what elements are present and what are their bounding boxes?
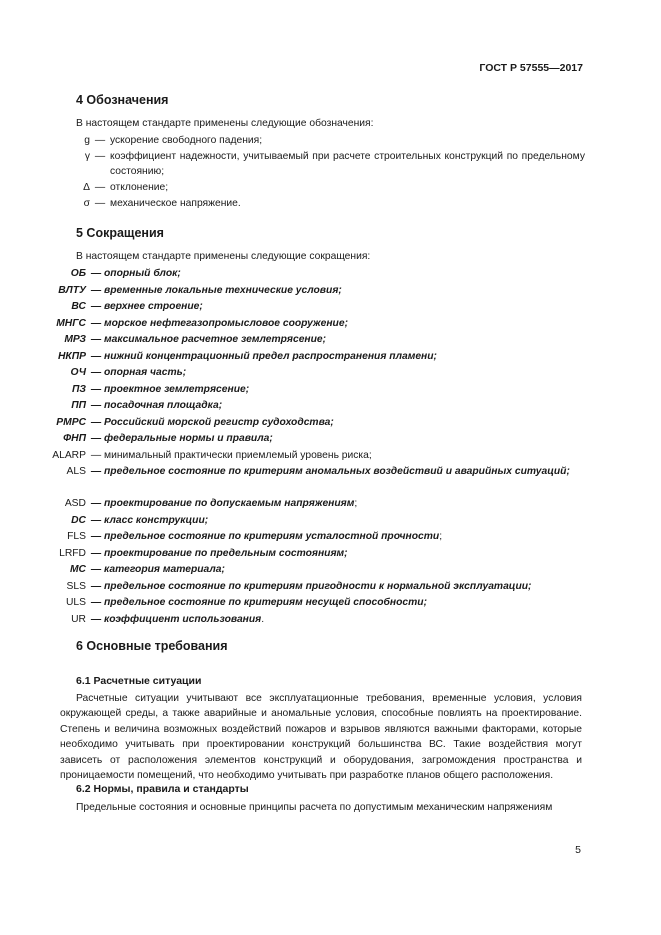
abbreviation-meaning: коэффициент использования. bbox=[104, 613, 265, 625]
abbreviation-meaning: максимальное расчетное землетрясение; bbox=[104, 334, 327, 345]
abbreviation-item: ASD — проектирование по допускаемым напряжениям; bbox=[0, 496, 590, 511]
abbreviation-item: ПЗ — проектное землетрясение; bbox=[0, 382, 590, 397]
section-5-title: 5 Сокращения bbox=[76, 226, 164, 240]
abbreviation-meaning: морское нефтегазопромысловое сооружение; bbox=[104, 317, 349, 329]
subsection-6-1-text: Расчетные ситуации учитывают все эксплуатационные требования, временные условия, условия окружающей среды, а также аварийные и аномальные условия, способные повлиять на проектирование. Степень и величина возможных воздействий пожаров и взрывов являются важными факторами, которые необходимо учитывать при проектировании конструкций большинства ВС. Такие воздействия могут зависеть от расположения элементов конструкций и оборудования, загромождения пространства и проницаемости помещений, что необходимо учитывать при разработке планов общего расположения. bbox=[60, 693, 582, 782]
abbreviation: ULS bbox=[65, 597, 86, 608]
abbreviation-item: РМРС — Российский морской регистр судоходства; bbox=[0, 415, 590, 430]
abbreviation-meaning: предельное состояние по критериям несущей способности; bbox=[104, 597, 428, 608]
abbreviation-item: ВЛТУ — временные локальные технические условия; bbox=[0, 283, 590, 298]
abbreviation: SLS bbox=[66, 580, 86, 592]
abbreviation-item: LRFD — проектирование по предельным состояниям; bbox=[0, 546, 590, 561]
symbol-item: γ — коэффициент надежности, учитываемый при расчете строительных конструкций по предельному состоянию; bbox=[60, 149, 585, 179]
abbreviation-item: МРЗ — максимальное расчетное землетрясение; bbox=[0, 332, 590, 347]
section-4-title: 4 Обозначения bbox=[76, 93, 169, 107]
subsection-6-1-title: 6.1 Расчетные ситуации bbox=[76, 675, 202, 687]
abbreviation-meaning: проектное землетрясение; bbox=[104, 383, 250, 395]
abbreviation: ALARP bbox=[52, 449, 86, 461]
abbreviation-item: МНГС — морское нефтегазопромысловое сооружение; bbox=[0, 316, 590, 331]
abbreviation: DC bbox=[71, 514, 86, 526]
symbol-item: σ — механическое напряжение. bbox=[60, 196, 585, 211]
abbreviation-meaning: Российский морской регистр судоходства; bbox=[104, 416, 334, 428]
abbreviation-meaning: временные локальные технические условия; bbox=[104, 284, 342, 296]
abbreviation-item: ОБ — опорный блок; bbox=[0, 266, 590, 281]
abbreviation-meaning: предельное состояние по критериям аномальных воздействий и аварийных ситуаций; bbox=[104, 466, 570, 477]
abbreviation: МНГС bbox=[56, 317, 86, 329]
abbreviation-meaning: категория материала; bbox=[104, 564, 225, 575]
symbol: σ bbox=[83, 198, 90, 209]
abbreviation: FLS bbox=[67, 531, 86, 542]
abbreviation-item: ВС — верхнее строение; bbox=[0, 299, 590, 314]
subsection-6-2-text: Предельные состояния и основные принципы расчета по допустимым механическим напряжениям bbox=[76, 802, 553, 813]
abbreviation-meaning: опорная часть; bbox=[104, 367, 187, 378]
symbol-description: ускорение свободного падения; bbox=[110, 135, 263, 146]
abbreviation: ФНП bbox=[63, 433, 86, 444]
abbreviation: LRFD bbox=[59, 547, 86, 559]
abbreviation: МС bbox=[69, 564, 86, 575]
abbreviation-meaning: верхнее строение; bbox=[104, 301, 203, 312]
abbreviation: ПЗ bbox=[71, 383, 86, 395]
abbreviation-item: МС — категория материала; bbox=[0, 562, 590, 577]
abbreviation-meaning: класс конструкции; bbox=[104, 514, 209, 526]
abbreviation-item: FLS — предельное состояние по критериям усталостной прочности; bbox=[0, 529, 590, 544]
subsection-6-2-title: 6.2 Нормы, правила и стандарты bbox=[76, 783, 249, 795]
section-4-intro: В настоящем стандарте применены следующие обозначения: bbox=[76, 118, 374, 129]
abbreviation-item: DC — класс конструкции; bbox=[0, 513, 590, 528]
abbreviation-meaning: посадочная площадка; bbox=[104, 400, 223, 411]
symbol: g bbox=[84, 135, 90, 146]
abbreviation-meaning: федеральные нормы и правила; bbox=[104, 433, 273, 444]
section-5-intro: В настоящем стандарте применены следующие сокращения: bbox=[76, 251, 371, 262]
abbreviation-meaning: нижний концентрационный предел распространения пламени; bbox=[104, 350, 437, 362]
abbreviation: РМРС bbox=[56, 416, 86, 428]
symbol-description: механическое напряжение. bbox=[110, 198, 241, 209]
symbol-description: коэффициент надежности, учитываемый при расчете строительных конструкций по предельному состоянию; bbox=[110, 151, 585, 177]
abbreviation: ОЧ bbox=[70, 367, 86, 378]
abbreviation: ПП bbox=[71, 400, 86, 411]
abbreviation: ВЛТУ bbox=[58, 284, 86, 296]
abbreviation-meaning: опорный блок; bbox=[104, 268, 181, 279]
abbreviation-item: ALS — предельное состояние по критериям аномальных воздействий и аварийных ситуаций; bbox=[0, 464, 590, 494]
abbreviation-item: UR — коэффициент использования. bbox=[0, 612, 590, 627]
symbol-description: отклонение; bbox=[110, 182, 169, 193]
abbreviation-meaning: предельное состояние по критериям пригодности к нормальной эксплуатации; bbox=[104, 580, 532, 592]
abbreviation: МРЗ bbox=[64, 334, 86, 345]
abbreviation: ВС bbox=[71, 301, 86, 312]
abbreviation: ASD bbox=[64, 498, 86, 509]
abbreviation: UR bbox=[71, 613, 86, 625]
section-6-title: 6 Основные требования bbox=[76, 639, 228, 653]
abbreviation-meaning: проектирование по допускаемым напряжениям; bbox=[104, 498, 358, 509]
abbreviation-item: НКПР — нижний концентрационный предел распространения пламени; bbox=[0, 349, 590, 364]
abbreviation-item: ФНП — федеральные нормы и правила; bbox=[0, 431, 590, 446]
abbreviation-item: ОЧ — опорная часть; bbox=[0, 365, 590, 380]
page-number: 5 bbox=[575, 844, 581, 856]
symbol-item: g — ускорение свободного падения; bbox=[60, 133, 585, 148]
symbol: γ bbox=[84, 151, 90, 162]
abbreviation: ALS bbox=[66, 466, 86, 477]
abbreviation: ОБ bbox=[70, 268, 86, 279]
abbreviation-item: SLS — предельное состояние по критериям пригодности к нормальной эксплуатации; bbox=[0, 579, 590, 594]
abbreviation-meaning: проектирование по предельным состояниям; bbox=[104, 547, 348, 559]
abbreviation-meaning: предельное состояние по критериям усталостной прочности; bbox=[104, 531, 443, 542]
symbol: Δ bbox=[83, 182, 90, 193]
symbol-item: Δ — отклонение; bbox=[60, 180, 585, 195]
abbreviation-meaning: минимальный практически приемлемый уровень риска; bbox=[104, 449, 372, 461]
abbreviation-item: ULS — предельное состояние по критериям несущей способности; bbox=[0, 595, 590, 610]
abbreviation-item: ПП — посадочная площадка; bbox=[0, 398, 590, 413]
abbreviation: НКПР bbox=[57, 350, 86, 362]
document-code: ГОСТ Р 57555—2017 bbox=[479, 62, 583, 74]
abbreviation-item: ALARP — минимальный практически приемлемый уровень риска; bbox=[0, 448, 590, 463]
